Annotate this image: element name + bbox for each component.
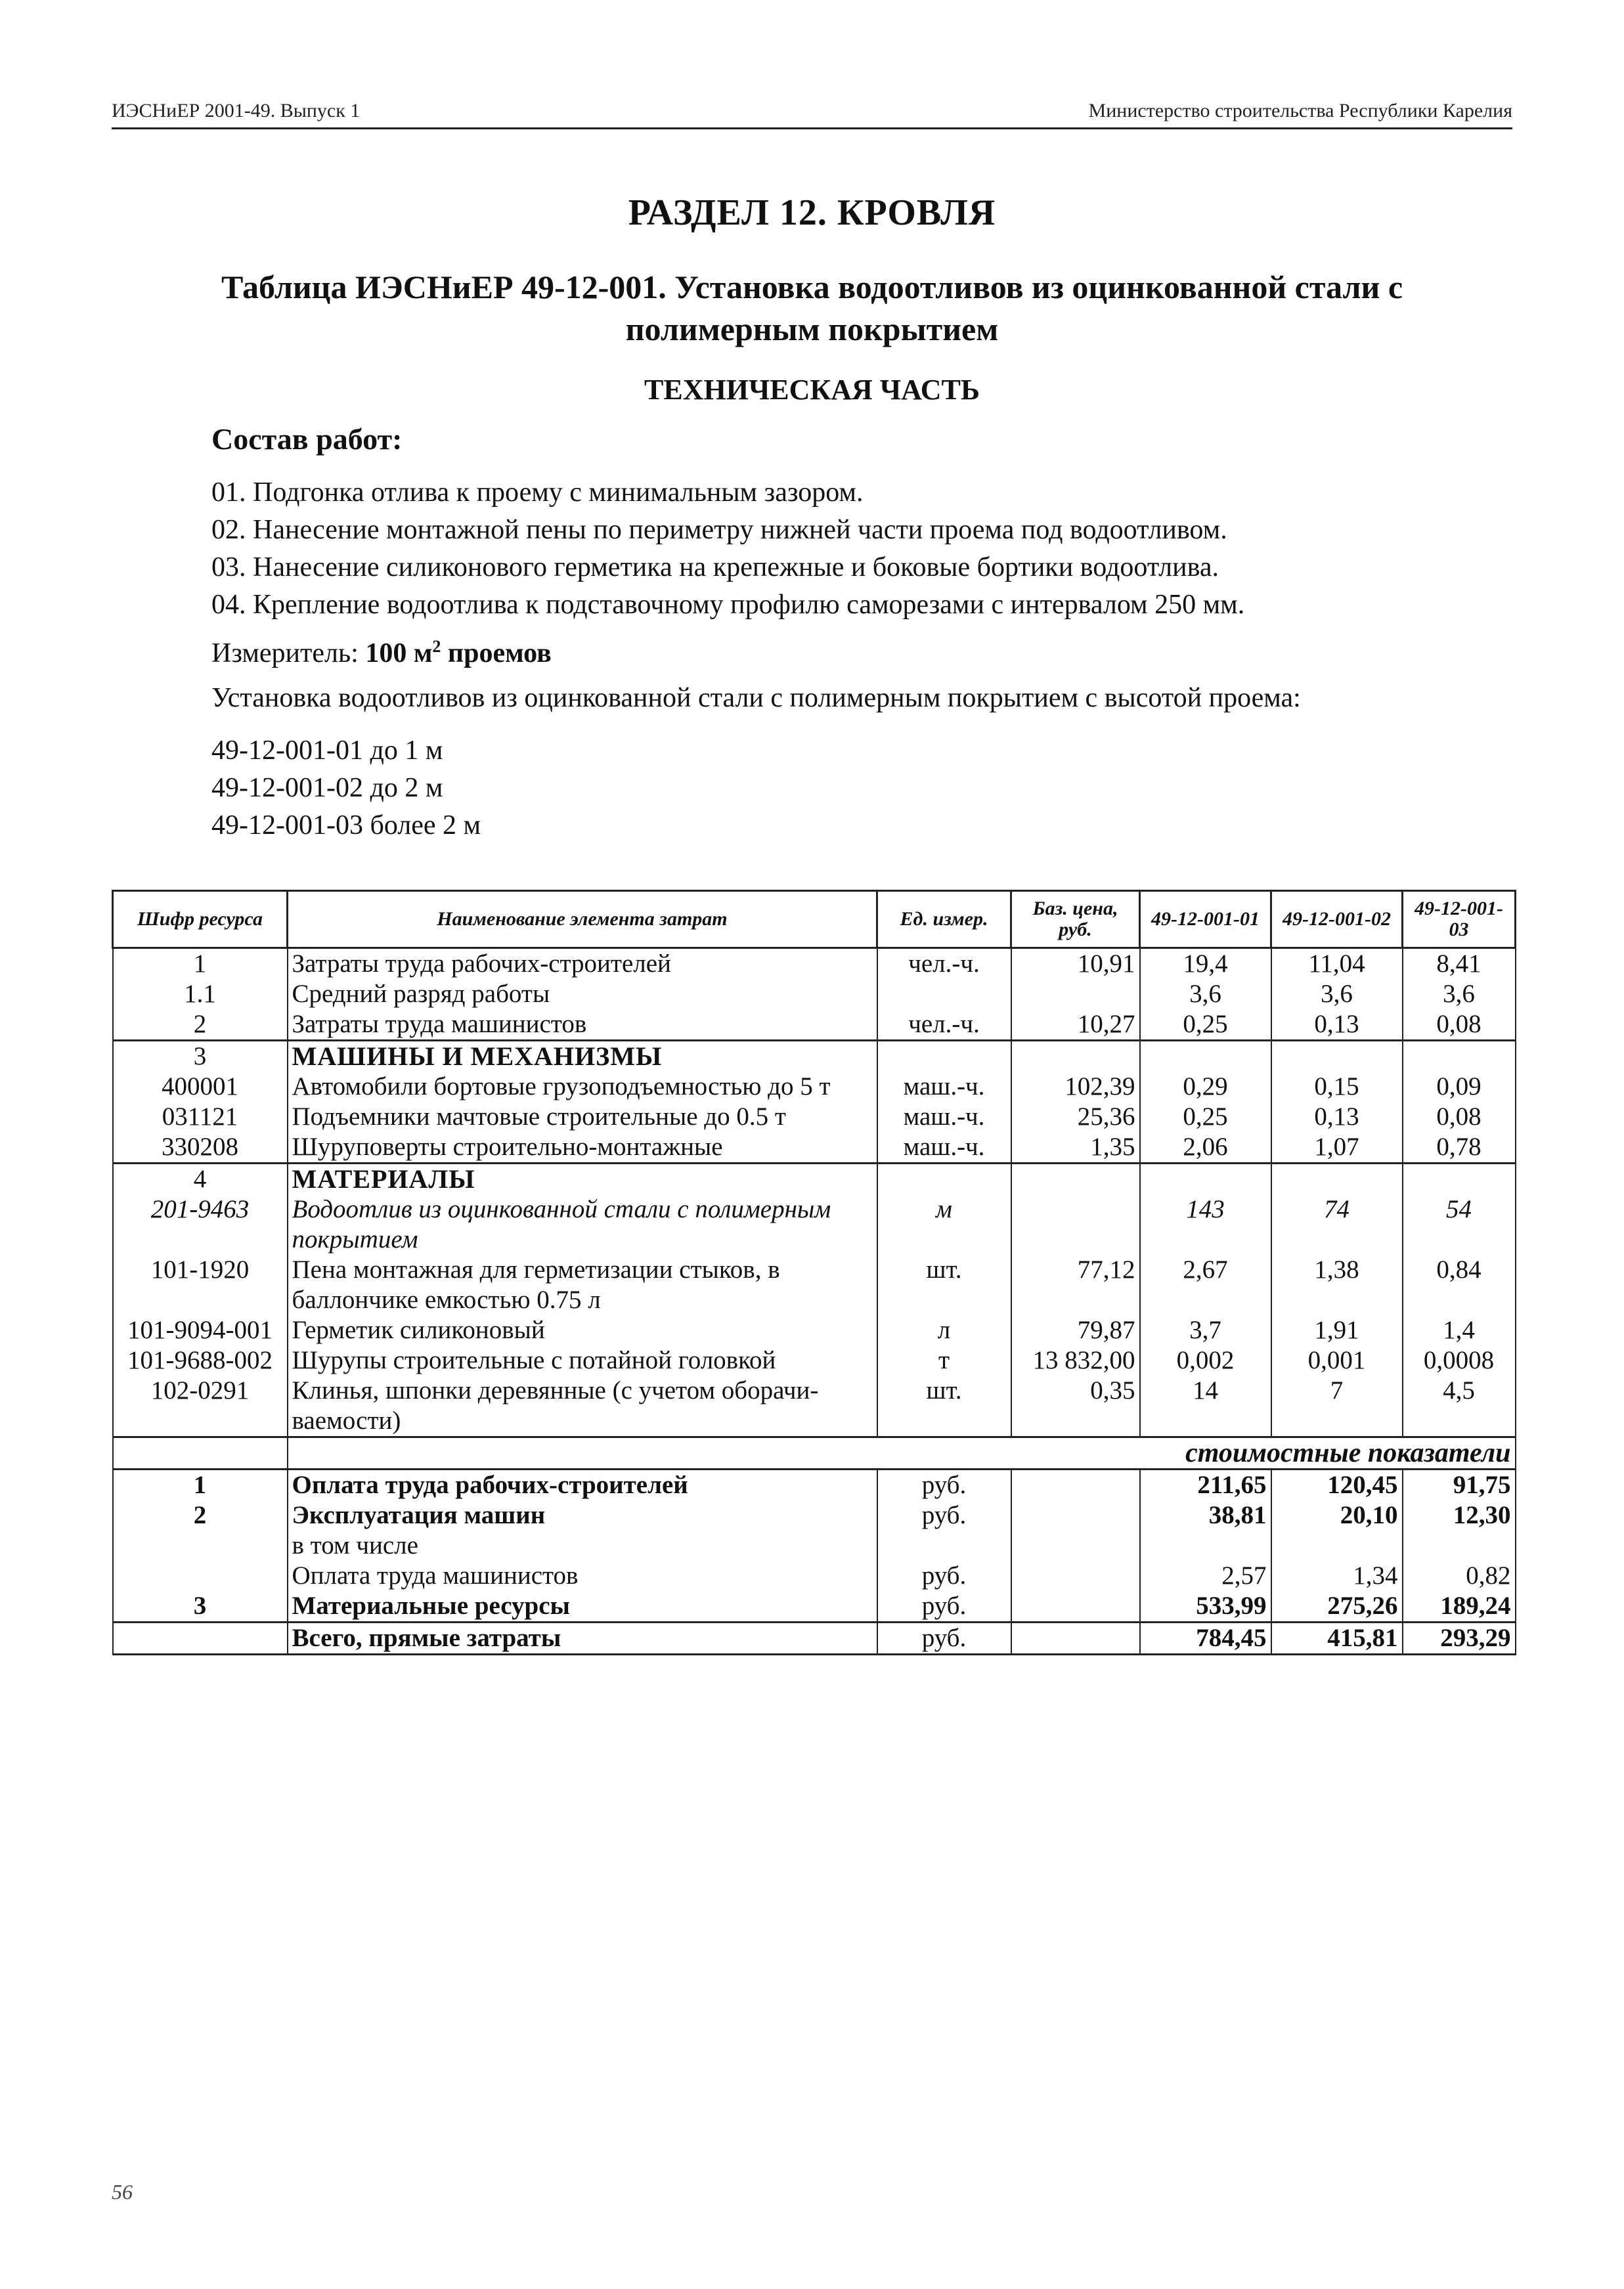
code-list bbox=[211, 732, 481, 844]
header-unit: Ед. измер. bbox=[877, 891, 1011, 948]
header-col-03: 49-12-001-03 bbox=[1403, 891, 1516, 948]
table-row: 1.1 Средний разряд работы 3,6 3,6 3,6 bbox=[113, 979, 1516, 1009]
table-section-row: 4 МАТЕРИАЛЫ bbox=[113, 1164, 1516, 1195]
header-price: Баз. цена, руб. bbox=[1011, 891, 1140, 948]
work-list bbox=[211, 474, 1244, 624]
work-composition-label: Состав работ: bbox=[211, 422, 403, 456]
work-item: 02. Нанесение монтажной пены по периметру нижней части проема под водоотливом. bbox=[211, 515, 1227, 545]
cost-header-row bbox=[113, 1437, 1516, 1470]
table-row: 1 Затраты труда рабочих-строителей чел.-ч. 10,91 19,4 11,04 8,41 bbox=[113, 948, 1516, 980]
header-code: Шифр ресурса bbox=[113, 891, 288, 948]
running-header-left: ИЭСНиЕР 2001-49. Выпуск 1 bbox=[112, 100, 361, 121]
table-row: 031121 Подъемники мачтовые строительные до 0.5 т маш.-ч. 25,36 0,25 0,13 0,08 bbox=[113, 1102, 1516, 1132]
cost-indicators-heading: стоимостные показатели bbox=[288, 1437, 1516, 1470]
table-section-row: 3 МАШИНЫ И МЕХАНИЗМЫ bbox=[113, 1041, 1516, 1072]
cost-row: 2 Эксплуатация машин руб. 38,81 20,10 12,30 bbox=[113, 1500, 1516, 1531]
running-header-right: Министерство строительства Республики Карелия bbox=[1088, 100, 1512, 121]
meter-line bbox=[211, 628, 552, 672]
technical-part-heading: ТЕХНИЧЕСКАЯ ЧАСТЬ bbox=[644, 374, 980, 406]
header-name: Наименование элемента затрат bbox=[288, 891, 877, 948]
code-item: 49-12-001-01 до 1 м bbox=[211, 735, 443, 766]
cost-row: в том числе bbox=[113, 1531, 1516, 1561]
table-row: 101-9094-001 Герметик силиконовый л 79,87 3,7 1,91 1,4 bbox=[113, 1315, 1516, 1345]
header-col-01: 49-12-001-01 bbox=[1140, 891, 1271, 948]
table-row: 101-1920 Пена монтажная для герметизации стыков, в баллончике емкостью 0.75 л шт. 77,12 2,67 1,38 0,84 bbox=[113, 1255, 1516, 1315]
cost-row: Оплата труда машинистов руб. 2,57 1,34 0,82 bbox=[113, 1561, 1516, 1591]
table-row: 102-0291 Клинья, шпонки деревянные (с учетом оборачи- ваемости) шт. 0,35 14 7 4,5 bbox=[113, 1376, 1516, 1437]
table-header-row bbox=[113, 891, 1516, 948]
table-row: 101-9688-002 Шурупы строительные с потайной головкой т 13 832,00 0,002 0,001 0,0008 bbox=[113, 1345, 1516, 1376]
meter-value: 100 $м^2$ проемов bbox=[365, 637, 552, 668]
header-col-02: 49-12-001-02 bbox=[1271, 891, 1403, 948]
code-item: 49-12-001-02 до 2 м bbox=[211, 773, 443, 803]
install-description: Установка водоотливов из оцинкованной стали с полимерным покрытием с высотой проема: bbox=[211, 683, 1301, 713]
header-rule bbox=[112, 127, 1512, 129]
section-title: РАЗДЕЛ 12. КРОВЛЯ bbox=[628, 192, 996, 233]
cost-row: 1 Оплата труда рабочих-строителей руб. 211,65 120,45 91,75 bbox=[113, 1470, 1516, 1501]
code-item: 49-12-001-03 более 2 м bbox=[211, 810, 481, 840]
table-title: Таблица ИЭСНиЕР 49-12-001. Установка водоотливов из оцинкованной стали с полимерным покрытием bbox=[221, 269, 1403, 347]
work-item: 01. Подгонка отлива к проему с минимальным зазором. bbox=[211, 477, 864, 508]
resource-table bbox=[112, 890, 1516, 1655]
work-item: 03. Нанесение силиконового герметика на крепежные и боковые бортики водоотлива. bbox=[211, 552, 1219, 582]
table-row: 330208 Шуруповерты строительно-монтажные маш.-ч. 1,35 2,06 1,07 0,78 bbox=[113, 1132, 1516, 1164]
work-item: 04. Крепление водоотлива к подставочному профилю саморезами с интервалом 250 мм. bbox=[211, 590, 1245, 620]
meter-label: Измеритель: bbox=[211, 638, 359, 668]
table-row: 400001 Автомобили бортовые грузоподъемностью до 5 т маш.-ч. 102,39 0,29 0,15 0,09 bbox=[113, 1072, 1516, 1102]
table-row: 201-9463 Водоотлив из оцинкованной стали с полимерным покрытием м 143 74 54 bbox=[113, 1194, 1516, 1255]
page-number: 56 bbox=[112, 2180, 133, 2204]
total-row: Всего, прямые затраты руб. 784,45 415,81 293,29 bbox=[113, 1623, 1516, 1655]
cost-row: 3 Материальные ресурсы руб. 533,99 275,26 189,24 bbox=[113, 1591, 1516, 1623]
table-row: 2 Затраты труда машинистов чел.-ч. 10,27 0,25 0,13 0,08 bbox=[113, 1009, 1516, 1041]
